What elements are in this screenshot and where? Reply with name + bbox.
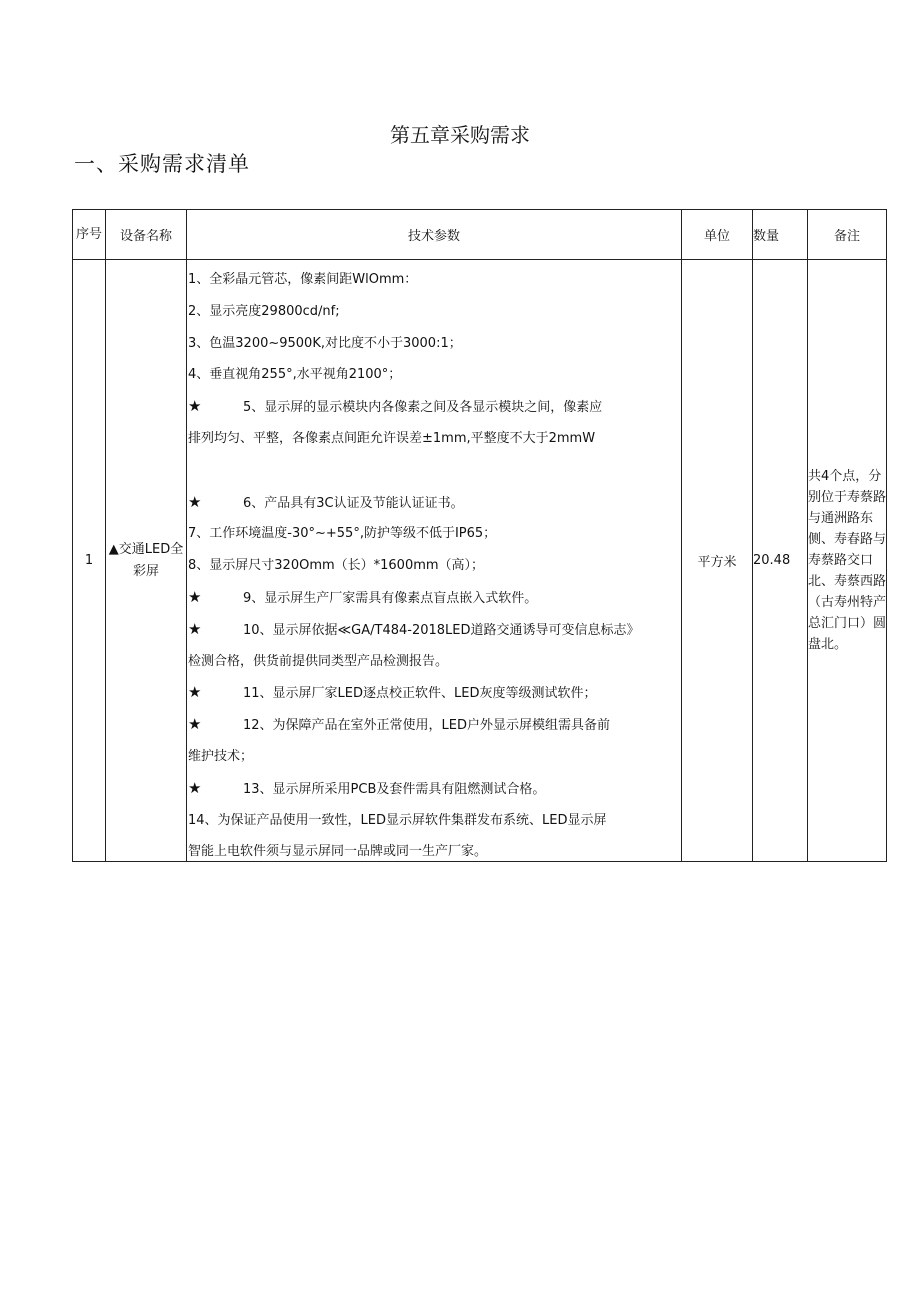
tech-line-5 xyxy=(187,391,681,423)
cell-seq: 1 xyxy=(73,260,106,862)
header-name: 设备名称 xyxy=(106,210,187,260)
tech-line-3: 3、色温3200~9500K,对比度不小于3000:1； xyxy=(188,335,462,351)
tech-line-10 xyxy=(187,614,681,646)
chapter-title: 第五章采购需求 xyxy=(390,123,530,147)
tech-line-12-text: 12、为保障产品在室外正常使用，LED户外显示屏模组需具备前 xyxy=(243,718,611,734)
tech-line-14-cont: 智能上电软件须与显示屏同一品牌或同一生产厂家。 xyxy=(188,844,488,860)
cell-unit: 平方米 xyxy=(682,260,753,862)
tech-line-5-cont: 排列均匀、平整，各像素点间距允许误差±1mm,平整度不大于2mmW xyxy=(188,430,596,446)
header-unit: 单位 xyxy=(682,210,753,260)
tech-line-14: 14、为保证产品使用一致性，LED显示屏软件集群发布系统、LED显示屏 xyxy=(188,812,607,828)
tech-line-7: 7、工作环境温度-30°~+55°,防护等级不低于IP65； xyxy=(188,526,497,542)
tech-line-9 xyxy=(187,582,681,614)
tech-line-2: 2、显示亮度29800cd∕nf; xyxy=(188,303,340,319)
tech-line-1: 1、全彩晶元管芯，像素间距WlOmm： xyxy=(188,272,418,287)
header-tech: 技术参数 xyxy=(187,210,682,260)
blank-line xyxy=(187,455,681,487)
cell-name: ▲交通LED全彩屏 xyxy=(106,260,187,862)
star-icon: ★ xyxy=(188,683,202,702)
cell-tech xyxy=(187,260,682,862)
star-icon: ★ xyxy=(188,397,202,416)
star-icon: ★ xyxy=(188,715,202,734)
tech-line-10-cont: 检测合格，供货前提供同类型产品检测报告。 xyxy=(188,653,449,669)
tech-line-10-text: 10、显示屏依据≪GA∕T484-2018LED道路交通诱导可变信息标志》 xyxy=(243,622,640,638)
tech-line-4: 4、垂直视角255°,水平视角2100°； xyxy=(188,367,402,383)
table-header-row xyxy=(73,210,887,260)
tech-line-13 xyxy=(187,773,681,805)
section-title: 一、采购需求清单 xyxy=(74,152,250,176)
header-note: 备注 xyxy=(808,210,887,260)
star-icon: ★ xyxy=(188,778,202,797)
header-qty: 数量 xyxy=(753,210,808,260)
tech-line-12-cont: 维护技术； xyxy=(188,748,254,764)
tech-line-6 xyxy=(187,487,681,519)
tech-line-6-text: 6、产品具有3C认证及节能认证证书。 xyxy=(243,495,464,511)
cell-qty: 20.48 xyxy=(753,260,808,862)
star-icon: ★ xyxy=(188,587,202,606)
procurement-table xyxy=(72,209,887,862)
star-icon: ★ xyxy=(188,619,202,638)
star-icon: ★ xyxy=(188,492,202,511)
header-seq: 序号 xyxy=(73,210,106,260)
cell-note: 共4个点，分别位于寿蔡路与通洲路东侧、寿春路与寿蔡路交口北、寿蔡西路（古寿州特产总汇门口）圆盘北。 xyxy=(808,260,887,862)
tech-line-9-text: 9、显示屏生产厂家需具有像素点盲点嵌入式软件。 xyxy=(243,590,538,606)
tech-line-13-text: 13、显示屏所采用PCB及套件需具有阻燃测试合格。 xyxy=(243,781,546,797)
tech-line-11-text: 11、显示屏厂家LED逐点校正软件、LED灰度等级测试软件； xyxy=(243,686,597,702)
tech-line-5-text: 5、显示屏的显示模块内各像素之间及各显示模块之间，像素应 xyxy=(243,400,603,416)
table-row xyxy=(73,260,887,862)
tech-line-11 xyxy=(187,677,681,709)
tech-line-8: 8、显示屏尺寸320Omm（长）*1600mm（高）； xyxy=(188,558,485,574)
tech-line-12 xyxy=(187,709,681,741)
